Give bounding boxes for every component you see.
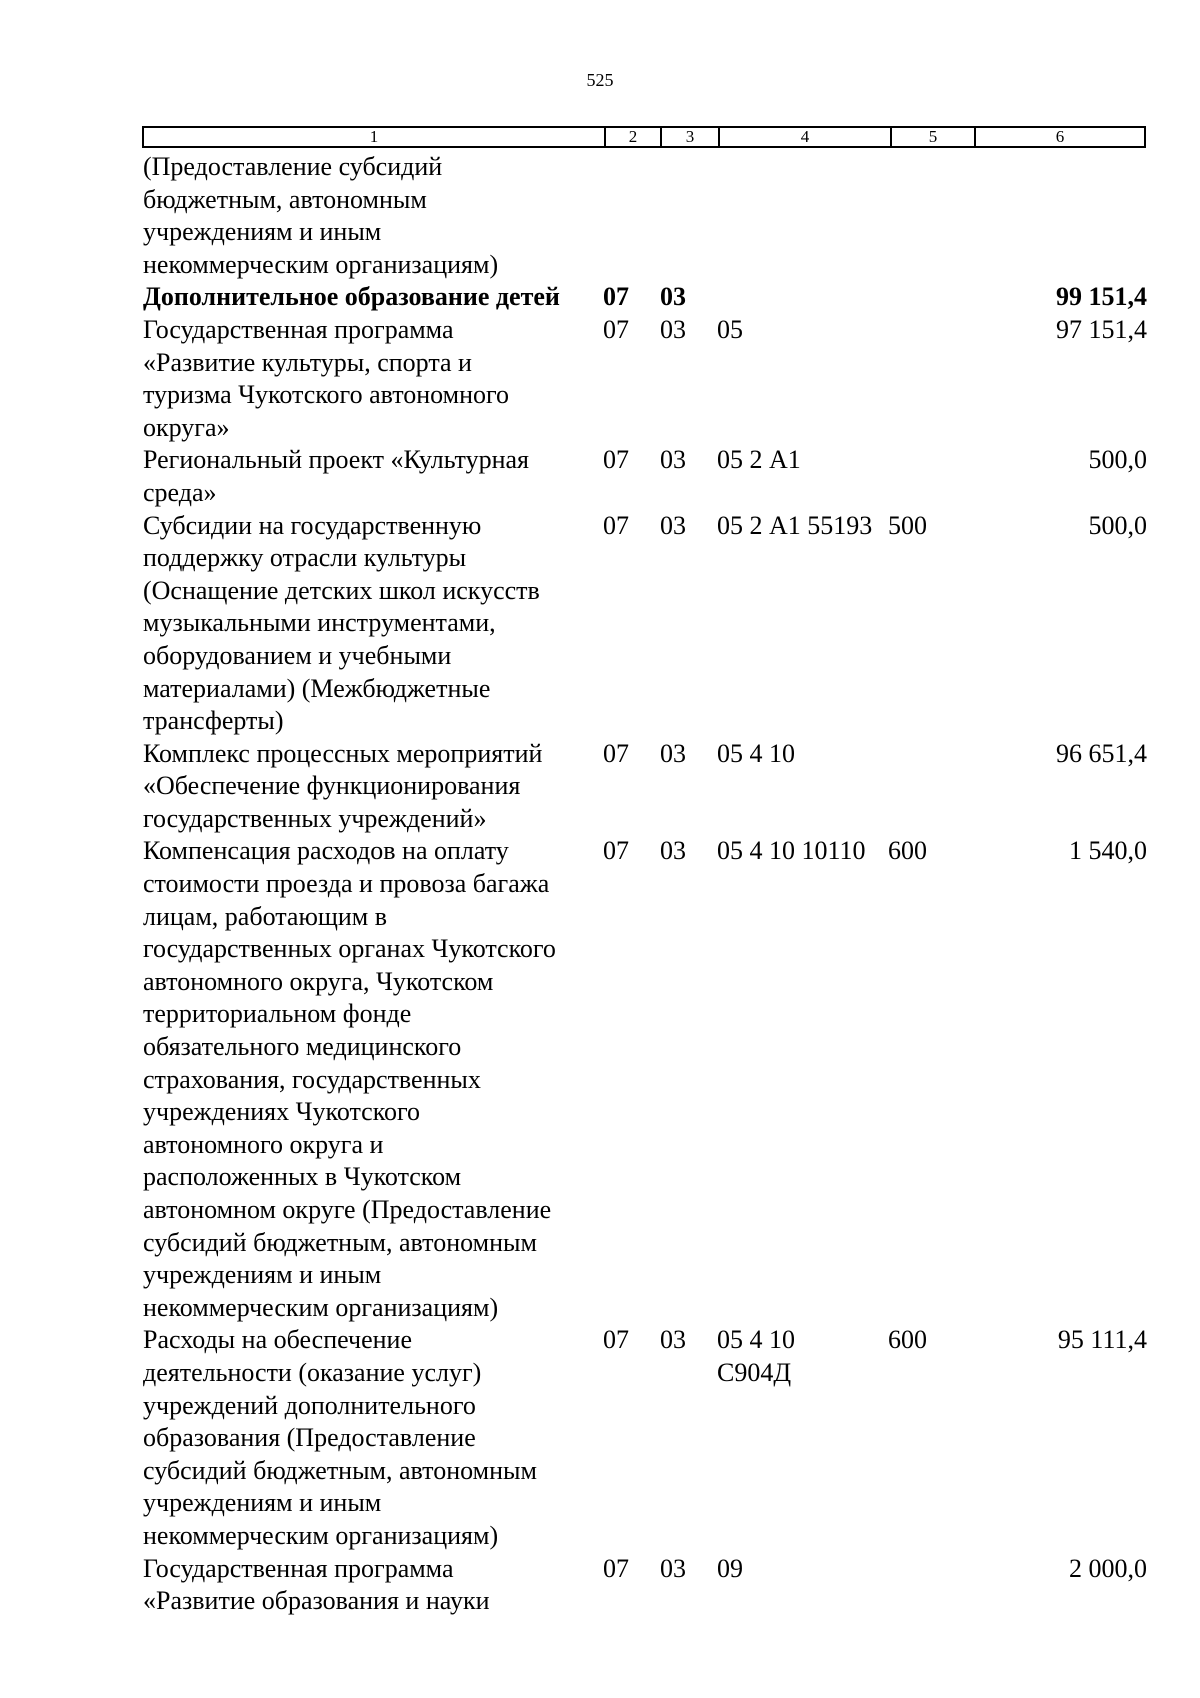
column-header-2: 2 [606,128,662,146]
budget-table-body [143,151,1147,1618]
row-amount: 97 151,4 [1056,314,1147,344]
row-target-code: 05 2 А1 [717,445,801,475]
row-section-code: 07 [603,445,629,475]
row-target-code: 05 2 А1 55193 [717,510,873,540]
row-subsection-code: 03 [660,738,686,768]
row-description: Государственная программа «Развитие культуры, спорта и туризма Чукотского автономного округа» [143,314,510,442]
row-description: Дополнительное образование детей [143,282,560,312]
row-section-code: 07 [603,510,629,540]
row-subsection-code: 03 [660,1553,686,1583]
column-header-3: 3 [662,128,720,146]
row-description: Расходы на обеспечение деятельности (оказание услуг) учреждений дополнительного образования (Предоставление субсидий бюджетным, автономным учреждениям и иным некоммерческим организациям) [143,1325,537,1550]
table-row [143,314,1147,444]
row-description: Государственная программа «Развитие образования и науки [143,1553,490,1616]
column-header-6: 6 [1055,127,1065,146]
row-amount: 95 111,4 [1057,1325,1147,1355]
row-section-code: 07 [603,738,629,768]
column-header-5: 5 [892,128,976,146]
row-description: Региональный проект «Культурная среда» [143,445,529,507]
table-row [143,1553,1147,1618]
row-subsection-code: 03 [660,510,686,540]
row-section-code: 07 [603,314,629,344]
row-amount: 2 000,0 [1069,1553,1147,1583]
row-description: Компенсация расходов на оплату стоимости проезда и провоза багажа лицам, работающим в государственных органах Чукотского автономного округа, Чукотском территориальном фонде обязательного медицинского страхования, государственных учреждениях Чукотского автономного округа и расположенных в Чукотском автономном округе (Предоставление субсидий бюджетным, автономным учреждениям и иным некоммерческим организациям) [143,836,556,1322]
row-target-code: 05 4 10 [717,738,795,768]
row-expense-type: 500 [888,510,927,540]
row-amount: 1 540,0 [1069,836,1147,866]
row-amount: 500,0 [1088,510,1147,540]
row-description: (Предоставление субсидий бюджетным, автономным учреждениям и иным некоммерческим организациям) [143,152,499,279]
row-subsection-code: 03 [660,314,686,344]
table-row [143,444,1147,509]
table-row [143,1324,1147,1552]
row-section-code: 07 [603,282,629,312]
row-description: Комплекс процессных мероприятий «Обеспечение функционирования государственных учреждений» [143,738,543,833]
row-description: Субсидии на государственную поддержку отрасли культуры (Оснащение детских школ искусств музыкальными инструментами, оборудованием и учебными материалами) (Межбюджетные трансферты) [143,510,540,736]
row-subsection-code: 03 [660,1325,686,1355]
row-amount: 500,0 [1088,445,1147,475]
table-row [143,738,1147,836]
table-row [143,835,1147,1324]
row-section-code: 07 [603,1325,629,1355]
table-column-header [142,126,1146,148]
row-amount: 96 651,4 [1056,738,1147,768]
row-section-code: 07 [603,836,629,866]
column-header-1: 1 [144,128,606,146]
page-number: 525 [586,70,614,90]
row-expense-type: 600 [888,836,927,866]
row-section-code: 07 [603,1553,629,1583]
row-expense-type: 600 [888,1325,927,1355]
row-subsection-code: 03 [660,282,686,312]
row-target-code: 05 [717,314,743,344]
row-target-code: 05 4 10 С904Д [717,1325,795,1387]
row-amount: 99 151,4 [1056,282,1147,312]
row-subsection-code: 03 [660,836,686,866]
table-row [143,510,1147,738]
table-row [143,281,1147,314]
column-header-4: 4 [720,128,892,146]
table-row [143,151,1147,281]
row-target-code: 09 [717,1553,743,1583]
row-subsection-code: 03 [660,445,686,475]
row-target-code: 05 4 10 10110 [717,836,866,866]
